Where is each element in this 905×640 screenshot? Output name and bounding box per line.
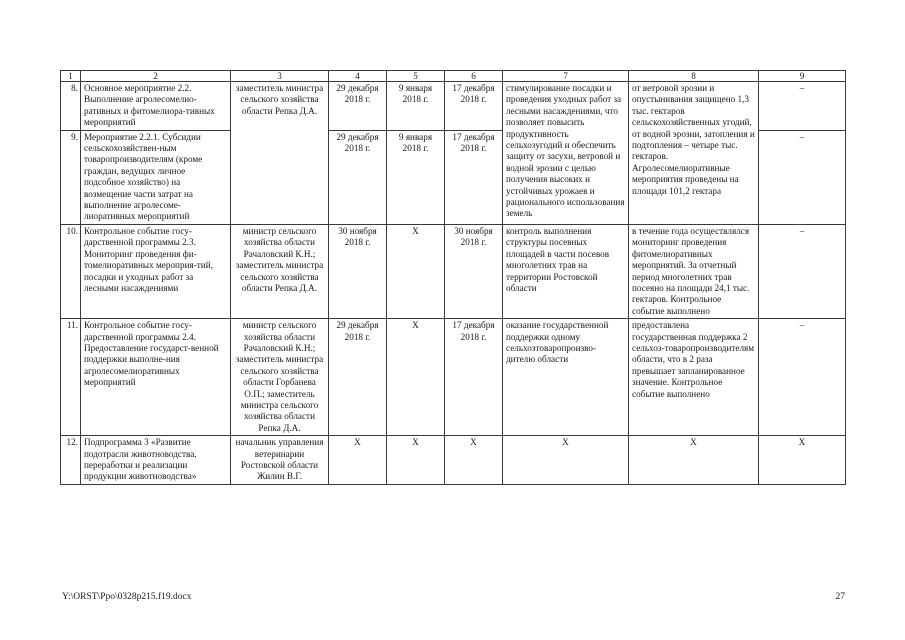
measure-name: Основное мероприятие 2.2. Выполнение агролесомелио-ративных и фитомелиора-тивных мероприятий <box>81 82 231 131</box>
start-date: Х <box>387 319 445 436</box>
column-number: 2 <box>81 71 231 82</box>
column-number: 8 <box>629 71 759 82</box>
table-row <box>61 82 846 131</box>
actual-result: предоставлена государственная поддержка 2 сельхоз-товаропроизводителям области, что в 2 раза превышает запланированное значение. Контрольное событие выполнено <box>629 319 759 436</box>
expected-result: оказание государственной поддержки одному сельхозтоваропроизво-дителю области <box>503 319 629 436</box>
row-number: 11. <box>61 319 81 436</box>
end-date: Х <box>445 436 503 485</box>
column-number: 1 <box>61 71 81 82</box>
start-date: Х <box>387 436 445 485</box>
row-number: 12. <box>61 436 81 485</box>
row-number: 10. <box>61 224 81 318</box>
file-path: Y:\ORST\Ppo\0328p215.f19.docx <box>62 592 192 602</box>
responsible-person: министр сельского хозяйства области Рачаловский К.Н.; заместитель министра сельского хозяйства области Репка Д.А. <box>231 224 329 318</box>
column-number: 4 <box>329 71 387 82</box>
column-number: 7 <box>503 71 629 82</box>
row-number: 8. <box>61 82 81 131</box>
end-date: 17 декабря 2018 г. <box>445 130 503 224</box>
actual-result: от ветровой эрозии и опустынивания защищено 1,3 тыс. гектаров сельскохозяйственных угодий, от водной эрозии, затопления и подтопления – четыре тыс. гектаров. Агролесомелиоративные мероприятия проведены на площади 101,2 гектара <box>629 82 759 225</box>
table-row <box>61 436 846 485</box>
page-number: 27 <box>835 592 845 602</box>
note-cell: – <box>759 130 846 224</box>
responsible-person: министр сельского хозяйства области Рачаловский К.Н.; заместитель министра сельского хозяйства области Горбанева О.П.; заместитель министра сельского хозяйства области Репка Д.А. <box>231 319 329 436</box>
table-row <box>61 224 846 318</box>
start-date: Х <box>387 224 445 318</box>
planned-date: 29 декабря 2018 г. <box>329 130 387 224</box>
column-number: 3 <box>231 71 329 82</box>
column-number-row <box>61 71 846 82</box>
end-date: 30 ноября 2018 г. <box>445 224 503 318</box>
planned-date: 30 ноября 2018 г. <box>329 224 387 318</box>
start-date: 9 января 2018 г. <box>387 130 445 224</box>
planned-date: 29 декабря 2018 г. <box>329 82 387 131</box>
row-number: 9. <box>61 130 81 224</box>
expected-result: Х <box>503 436 629 485</box>
note-cell: – <box>759 319 846 436</box>
measure-name: Мероприятие 2.2.1. Субсидии сельскохозяйствен-ным товаропроизводителям (кроме граждан, ведущих личное подсобное хозяйство) на возмещение части затрат на выполнение агролесоме-лиоративных мероприятий <box>81 130 231 224</box>
column-number: 6 <box>445 71 503 82</box>
actual-result: Х <box>629 436 759 485</box>
report-table <box>60 70 846 485</box>
responsible-person: начальник управления ветеринарии Ростовской области Жилин В.Г. <box>231 436 329 485</box>
note-cell: Х <box>759 436 846 485</box>
measure-name: Контрольное событие госу-дарственной программы 2.4. Предоставление государст-венной поддержки выполне-ния агролесомелиоративных мероприятий <box>81 319 231 436</box>
planned-date: 29 декабря 2018 г. <box>329 319 387 436</box>
measure-name: Контрольное событие госу-дарственной программы 2.3. Мониторинг проведения фи-томелиоративных мероприя-тий, посадки и уходных работ за лесными насаждениями <box>81 224 231 318</box>
measure-name: Подпрограмма 3 «Развитие подотрасли животноводства, переработки и реализации продукции животноводства» <box>81 436 231 485</box>
responsible-person: заместитель министра сельского хозяйства области Репка Д.А. <box>231 82 329 225</box>
expected-result: контроль выполнения структуры посевных площадей в части посевов многолетних трав на территории Ростовской области <box>503 224 629 318</box>
end-date: 17 декабря 2018 г. <box>445 82 503 131</box>
column-number: 5 <box>387 71 445 82</box>
expected-result: стимулирование посадки и проведения уходных работ за лесными насаждениями, что позволяет повысить продуктивность сельхозугодий и обеспечить защиту от засухи, ветровой и водной эрозии с целью получения высоких и устойчивых урожаев и рационального использования земель <box>503 82 629 225</box>
column-number: 9 <box>759 71 846 82</box>
note-cell: – <box>759 82 846 131</box>
planned-date: Х <box>329 436 387 485</box>
start-date: 9 января 2018 г. <box>387 82 445 131</box>
note-cell: – <box>759 224 846 318</box>
end-date: 17 декабря 2018 г. <box>445 319 503 436</box>
actual-result: в течение года осуществлялся мониторинг проведения фитомелиоративных мероприятий. За отчетный период многолетних трав посеяно на площади 24,1 тыс. гектаров. Контрольное событие выполнено <box>629 224 759 318</box>
table-row <box>61 319 846 436</box>
